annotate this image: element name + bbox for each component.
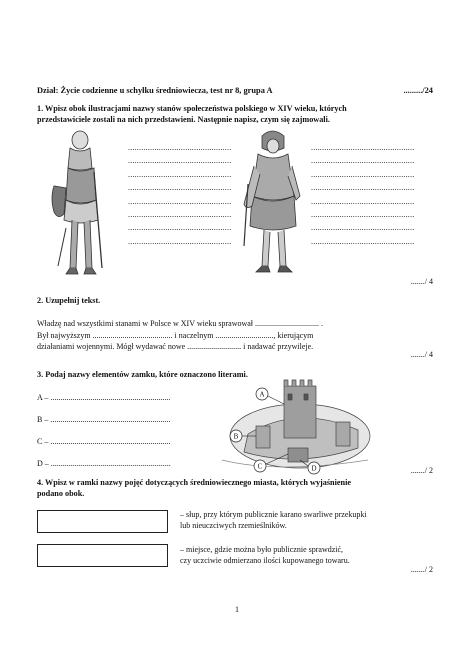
question-4 <box>37 477 447 499</box>
test-title: Dział: Życie codzienne u schyłku średniowiecza, test nr 8, grupa A <box>37 86 273 95</box>
question-1-score: ......./ 4 <box>410 277 433 286</box>
definition-2 <box>180 544 420 566</box>
definition-1-line-2: lub nieuczciwych rzemieślników. <box>180 521 287 530</box>
definition-2-line-1: – miejsce, gdzie można było publicznie sprawdzić, <box>180 545 344 554</box>
answer-lines-right <box>311 143 415 250</box>
question-2-title: 2. Uzupełnij tekst. <box>37 296 101 305</box>
castle-label-a: A <box>259 390 265 399</box>
question-1 <box>37 103 447 125</box>
answer-line[interactable]: ............................................... <box>128 169 232 179</box>
page-number: 1 <box>235 605 239 614</box>
question-3-title: 3. Podaj nazwy elementów zamku, które oznaczono literami. <box>37 370 248 379</box>
answer-line[interactable]: ............................................... <box>128 183 232 193</box>
answer-line[interactable]: ............................................... <box>128 236 232 246</box>
knight-illustration <box>44 128 114 276</box>
question-1-line-2: przedstawiciele zostali na nich przedstawieni. Następnie napisz, czym się zajmowali. <box>37 115 330 124</box>
castle-label-b: B <box>233 432 239 441</box>
question-2-line-1[interactable]: Władzę nad wszystkimi stanami w Polsce w XIV wieku sprawował ................................ . <box>37 319 324 328</box>
question-1-line-1: 1. Wpisz obok ilustracjami nazwy stanów społeczeństwa polskiego w XIV wieku, których <box>37 104 347 113</box>
test-header <box>37 86 433 95</box>
castle-answer-a[interactable]: A – ............................................................ <box>37 393 171 402</box>
answer-box-2[interactable] <box>37 544 168 567</box>
castle-answers <box>37 392 217 480</box>
answer-lines-left <box>128 143 240 250</box>
answer-line[interactable]: ............................................... <box>311 236 415 246</box>
definition-1-line-1: – słup, przy którym publicznie karano swarliwe przekupki <box>180 510 367 519</box>
castle-answer-c[interactable]: C – ............................................................ <box>37 437 171 446</box>
burgher-illustration <box>240 126 306 276</box>
answer-line[interactable]: ............................................... <box>311 156 415 166</box>
definition-1 <box>180 509 420 531</box>
answer-line[interactable]: ............................................... <box>128 143 232 152</box>
castle-illustration <box>218 364 378 476</box>
definition-2-line-2: czy uczciwie odmierzano ilości kupowanego towaru. <box>180 556 350 565</box>
question-2-line-2[interactable]: Był najwyższym ........................................ i naczelnym ............................., kierującym <box>37 330 314 340</box>
answer-line[interactable]: ............................................... <box>311 183 415 193</box>
castle-label-c: C <box>257 462 263 471</box>
castle-answer-d[interactable]: D – ............................................................ <box>37 459 171 468</box>
answer-line[interactable]: ............................................... <box>311 209 415 219</box>
question-3-score: ......./ 2 <box>410 466 433 475</box>
answer-line[interactable]: ............................................... <box>311 196 415 206</box>
answer-line[interactable]: ............................................... <box>311 169 415 179</box>
answer-line[interactable]: ............................................... <box>128 209 232 219</box>
total-score: ........./24 <box>403 86 433 95</box>
answer-box-1[interactable] <box>37 510 168 533</box>
answer-line[interactable]: ............................................... <box>128 156 232 166</box>
answer-line[interactable]: ............................................... <box>128 196 232 206</box>
answer-line[interactable]: ............................................... <box>311 143 415 152</box>
question-2-score: ......./ 4 <box>410 350 433 359</box>
answer-line[interactable]: ............................................... <box>311 223 415 233</box>
castle-answer-b[interactable]: B – ............................................................ <box>37 415 171 424</box>
question-4-score: ......./ 2 <box>410 565 433 574</box>
question-2-line-3[interactable]: działaniami wojennymi. Mógł wydawać nowe ........................... i nadawać przywileje. <box>37 342 314 351</box>
answer-line[interactable]: ............................................... <box>128 223 232 233</box>
castle-label-d: D <box>311 464 317 473</box>
question-4-line-1: 4. Wpisz w ramki nazwy pojęć dotyczących średniowiecznego miasta, których wyjaśnienie <box>37 478 351 487</box>
question-2-text <box>37 318 437 353</box>
question-4-line-2: podano obok. <box>37 489 85 498</box>
